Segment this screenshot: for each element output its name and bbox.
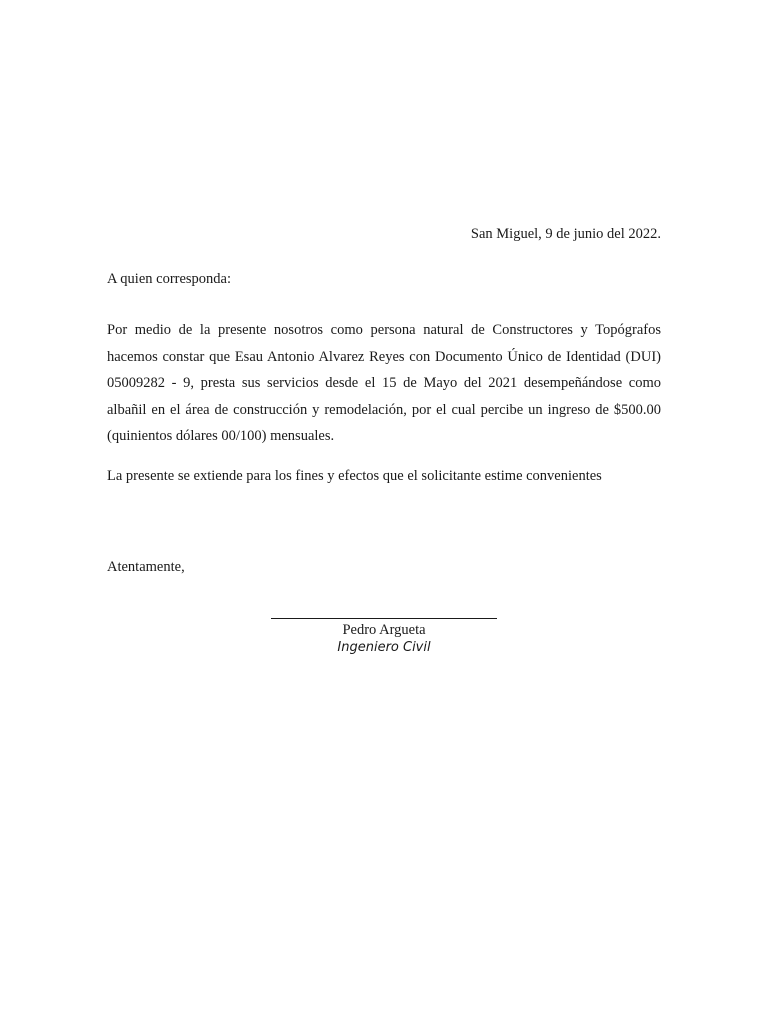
salutation: A quien corresponda: (107, 271, 232, 287)
signature-block (271, 600, 497, 657)
signer-name: Pedro Argueta (342, 622, 426, 638)
closing-paragraph: La presente se extiende para los fines y efectos que el solicitante estime convenientes (107, 468, 602, 484)
signature-line (271, 618, 497, 619)
farewell: Atentamente, (107, 559, 185, 575)
date-line: San Miguel, 9 de junio del 2022. (470, 226, 661, 242)
signer-title: Ingeniero Civil (337, 640, 431, 655)
body-paragraph: Por medio de la presente nosotros como persona natural de Constructores y Topógrafos hacemos constar que Esau Antonio Alvarez Reyes con Documento Único de Identidad (DUI) 05009282 - 9, presta sus servicios desde el 15 de Mayo del 2021 desempeñándose como albañil en el área de construcción y remodelación, por el cual percibe un ingreso de $500.00 (quinientos dólares 00/100) mensuales. (107, 322, 661, 444)
